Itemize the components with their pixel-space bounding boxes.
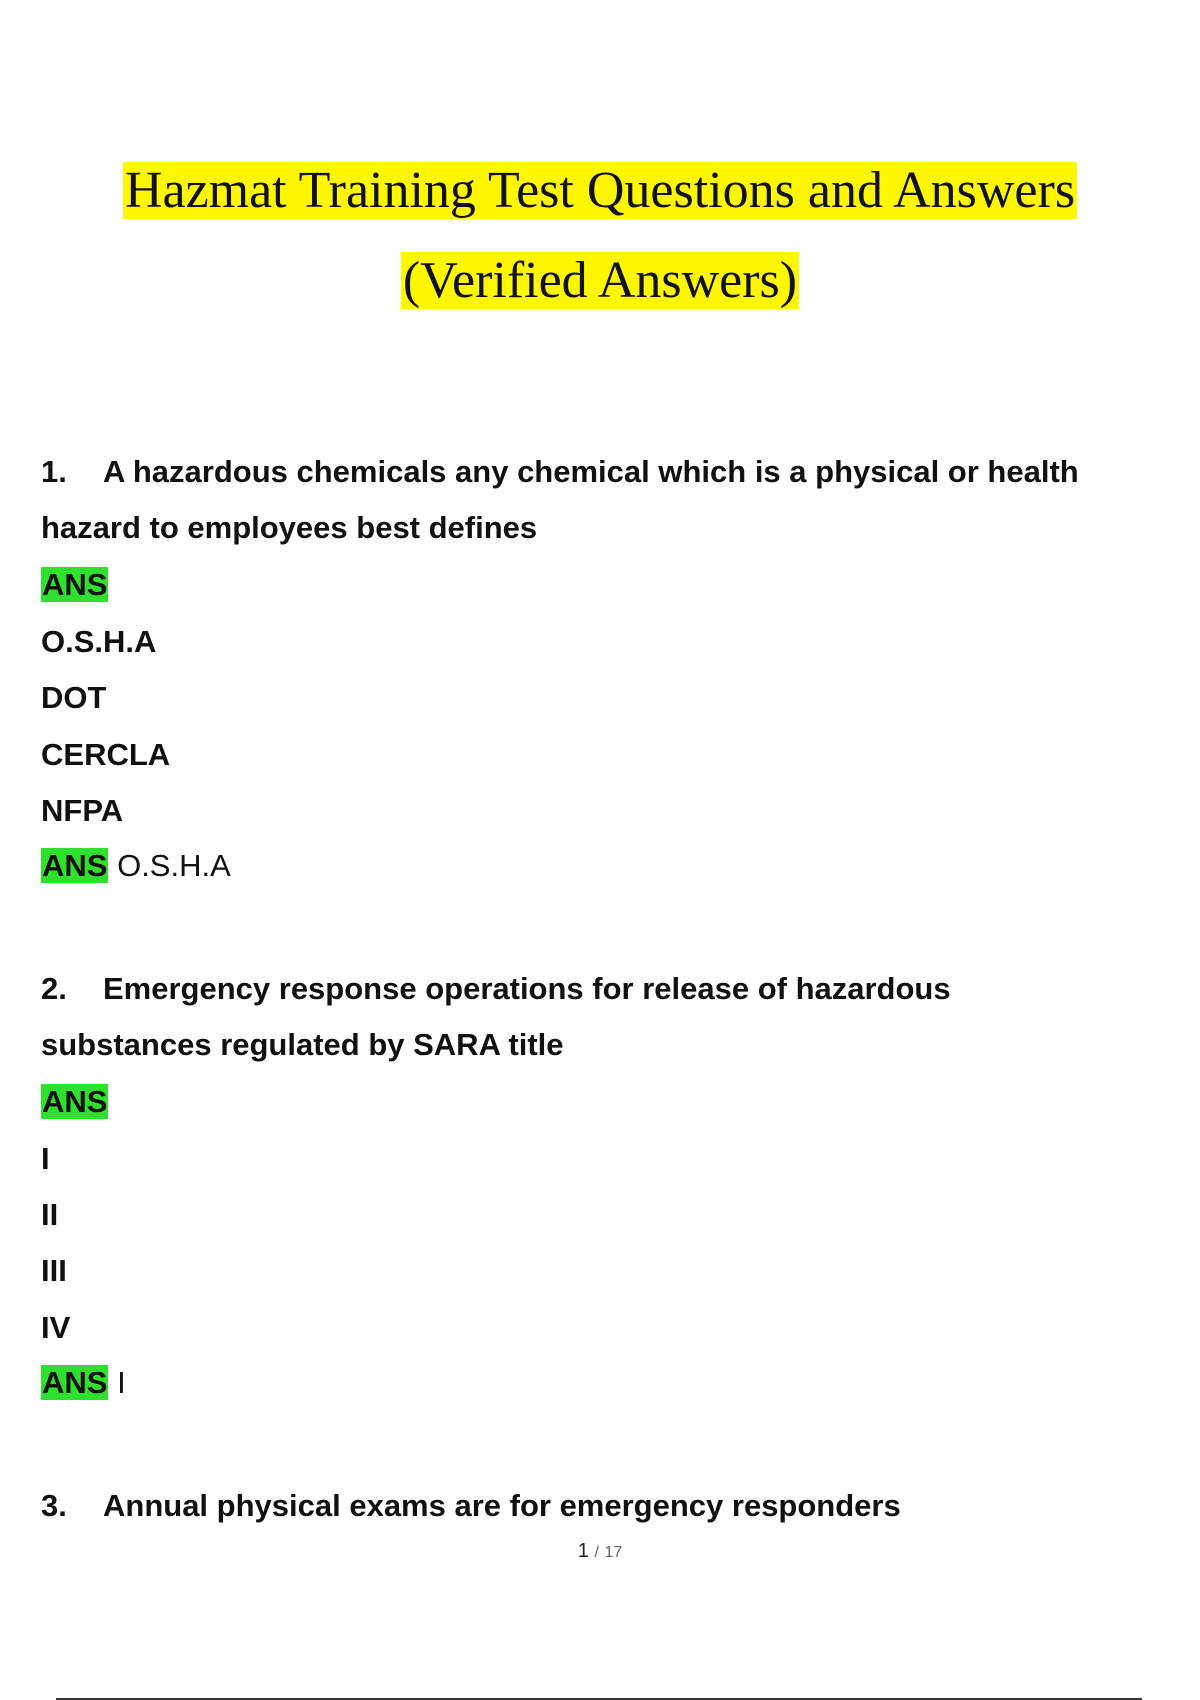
answer-value: I	[117, 1365, 126, 1400]
total-pages: 17	[604, 1544, 623, 1561]
question-1-heading	[41, 452, 1079, 492]
question-1-option-3: CERCLA	[41, 737, 171, 772]
current-page: 1	[577, 1540, 589, 1562]
question-1-text-continued: hazard to employees best defines	[41, 510, 538, 545]
question-1-option-4: NFPA	[41, 793, 124, 828]
question-2-text-continued: substances regulated by SARA title	[41, 1027, 564, 1062]
answer-value: O.S.H.A	[117, 848, 231, 883]
question-2-option-1: I	[41, 1141, 50, 1176]
question-number: 3.	[41, 1488, 67, 1523]
question-number: 2.	[41, 971, 67, 1006]
page-number	[0, 1540, 1200, 1563]
title-highlight: Hazmat Training Test Questions and Answers	[124, 162, 1076, 219]
question-2-heading	[41, 969, 951, 1009]
page-separator: /	[594, 1544, 599, 1561]
ans-highlight: ANS	[42, 848, 108, 883]
question-2-option-2: II	[41, 1197, 59, 1232]
question-2-option-4: IV	[41, 1310, 71, 1345]
question-2-answer	[41, 1363, 126, 1403]
question-text: Emergency response operations for release of hazardous	[103, 971, 951, 1006]
ans-highlight: ANS	[42, 1084, 108, 1119]
ans-highlight: ANS	[42, 567, 108, 602]
question-1-option-1: O.S.H.A	[41, 624, 157, 659]
question-3-heading	[41, 1486, 901, 1526]
question-1-option-2: DOT	[41, 680, 107, 715]
question-number: 1.	[41, 454, 67, 489]
question-1-answer	[41, 846, 231, 886]
title-highlight: (Verified Answers)	[402, 252, 798, 309]
document-title-line-2	[0, 250, 1200, 312]
question-2-option-3: III	[41, 1253, 67, 1288]
question-text: Annual physical exams are for emergency responders	[103, 1488, 901, 1523]
document-title-line-1	[0, 160, 1200, 222]
ans-highlight: ANS	[42, 1365, 108, 1400]
question-text: A hazardous chemicals any chemical which is a physical or health	[103, 454, 1079, 489]
question-1-ans-label	[41, 565, 108, 605]
question-2-ans-label	[41, 1082, 108, 1122]
